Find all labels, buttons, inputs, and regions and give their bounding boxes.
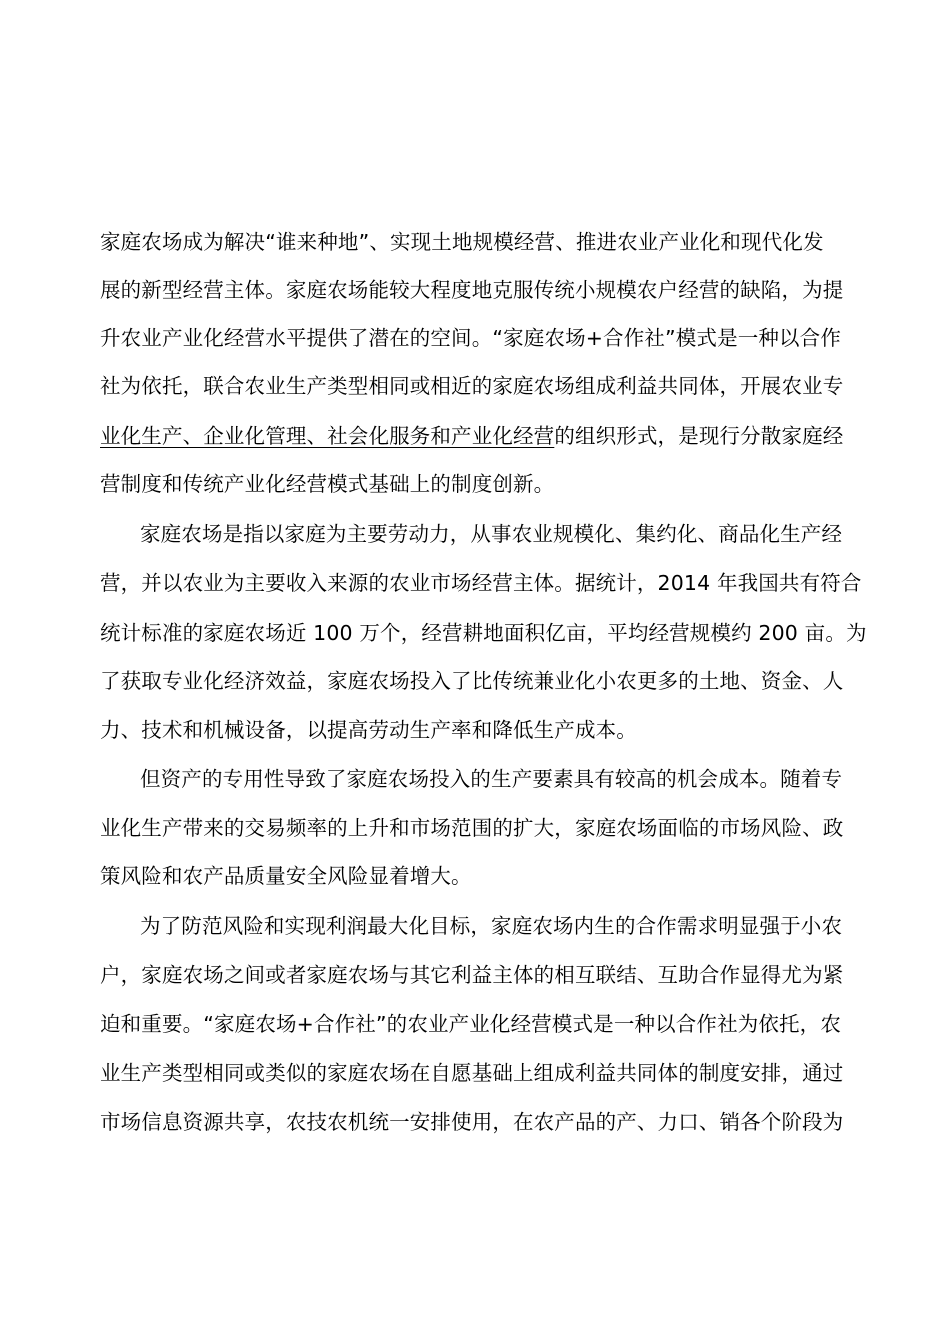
text-line: 家庭农场是指以家庭为主要劳动力，从事农业规模化、集约化、商品化生产经 [140, 522, 843, 546]
text-line: 营制度和传统产业化经营模式基础上的制度创新。 [100, 472, 555, 496]
text-line: 迫和重要。“家庭农场+合作社”的农业产业化经营模式是一种以合作社为依托，农 [100, 1012, 841, 1036]
text-span: 的组织形式，是现行分散家庭经 [554, 424, 844, 448]
text-line: 社为依托，联合农业生产类型相同或相近的家庭农场组成利益共同体，开展农业专 [100, 374, 844, 398]
text-line: 营，并以农业为主要收入来源的农业市场经营主体。据统计，2014 年我国共有符合 [100, 571, 862, 595]
text-line: 家庭农场成为解决“谁来种地”、实现土地规模经营、推进农业产业化和现代化发 [100, 230, 824, 254]
text-line: 业生产类型相同或类似的家庭农场在自愿基础上组成利益共同体的制度安排，通过 [100, 1061, 844, 1085]
text-line: 业化生产带来的交易频率的上升和市场范围的扩大，家庭农场面临的市场风险、政 [100, 816, 844, 840]
text-line: 展的新型经营主体。家庭农场能较大程度地克服传统小规模农户经营的缺陷，为提 [100, 278, 844, 302]
text-line: 统计标准的家庭农场近 100 万个，经营耕地面积亿亩，平均经营规模约 200 亩。为 [100, 621, 867, 645]
text-line [100, 422, 843, 450]
text-line: 力、技术和机械设备，以提高劳动生产率和降低生产成本。 [100, 718, 637, 742]
text-line: 升农业产业化经营水平提供了潜在的空间。“家庭农场+合作社”模式是一种以合作 [100, 326, 841, 350]
text-line: 户，家庭农场之间或者家庭农场与其它利益主体的相互联结、互助合作显得尤为紧 [100, 963, 844, 987]
text-line: 但资产的专用性导致了家庭农场投入的生产要素具有较高的机会成本。随着专 [140, 767, 843, 791]
text-line: 市场信息资源共享，农技农机统一安排使用，在农产品的产、力口、销各个阶段为 [100, 1110, 844, 1134]
text-line: 了获取专业化经济效益，家庭农场投入了比传统兼业化小农更多的土地、资金、人 [100, 669, 844, 693]
text-line: 为了防范风险和实现利润最大化目标，家庭农场内生的合作需求明显强于小农 [140, 914, 843, 938]
text-line: 策风险和农产品质量安全风险显着增大。 [100, 864, 472, 888]
underlined-text: 业化生产、企业化管理、社会化服务和产业化经营 [100, 424, 555, 448]
